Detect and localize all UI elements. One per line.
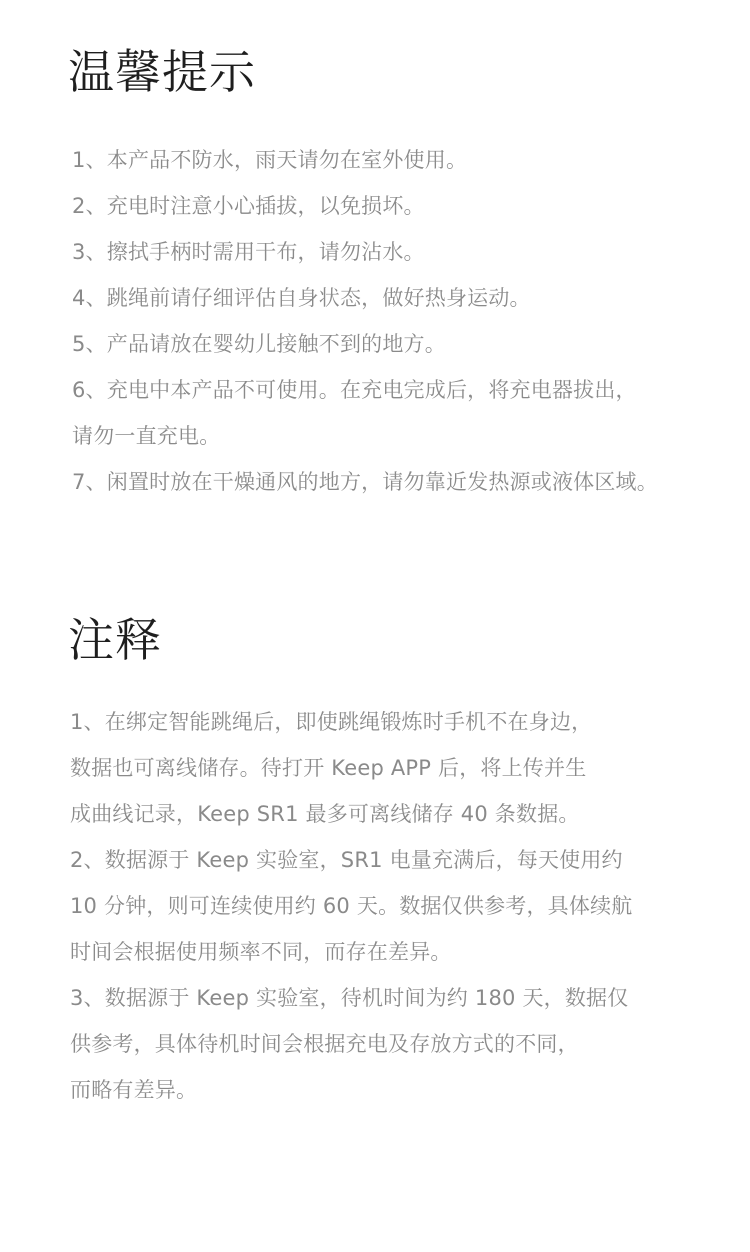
- notes-line: 10 分钟，则可连续使用约 60 天。数据仅供参考，具体续航: [70, 894, 633, 918]
- tips-heading: 温馨提示: [68, 45, 256, 99]
- tips-line: 7、闲置时放在干燥通风的地方，请勿靠近发热源或液体区域。: [72, 470, 658, 494]
- tips-line: 4、跳绳前请仔细评估自身状态，做好热身运动。: [72, 286, 531, 310]
- notes-line: 时间会根据使用频率不同，而存在差异。: [70, 940, 452, 964]
- notes-line: 数据也可离线储存。待打开 Keep APP 后，将上传并生: [70, 756, 587, 780]
- notes-line: 2、数据源于 Keep 实验室，SR1 电量充满后，每天使用约: [70, 848, 623, 872]
- tips-line: 请勿一直充电。: [72, 424, 221, 448]
- notes-line: 成曲线记录，Keep SR1 最多可离线储存 40 条数据。: [70, 802, 580, 826]
- notes-line: 而略有差异。: [70, 1078, 198, 1102]
- notes-line: 供参考，具体待机时间会根据充电及存放方式的不同，: [70, 1032, 579, 1056]
- tips-line: 6、充电中本产品不可使用。在充电完成后，将充电器拔出，: [72, 378, 637, 402]
- notes-heading: 注释: [68, 613, 162, 667]
- notes-line: 1、在绑定智能跳绳后，即使跳绳锻炼时手机不在身边，: [70, 710, 593, 734]
- tips-line: 1、本产品不防水，雨天请勿在室外使用。: [72, 148, 468, 172]
- tips-line: 3、擦拭手柄时需用干布，请勿沾水。: [72, 240, 425, 264]
- tips-line: 2、充电时注意小心插拔，以免损坏。: [72, 194, 425, 218]
- notes-line: 3、数据源于 Keep 实验室，待机时间为约 180 天，数据仅: [70, 986, 629, 1010]
- tips-line: 5、产品请放在婴幼儿接触不到的地方。: [72, 332, 446, 356]
